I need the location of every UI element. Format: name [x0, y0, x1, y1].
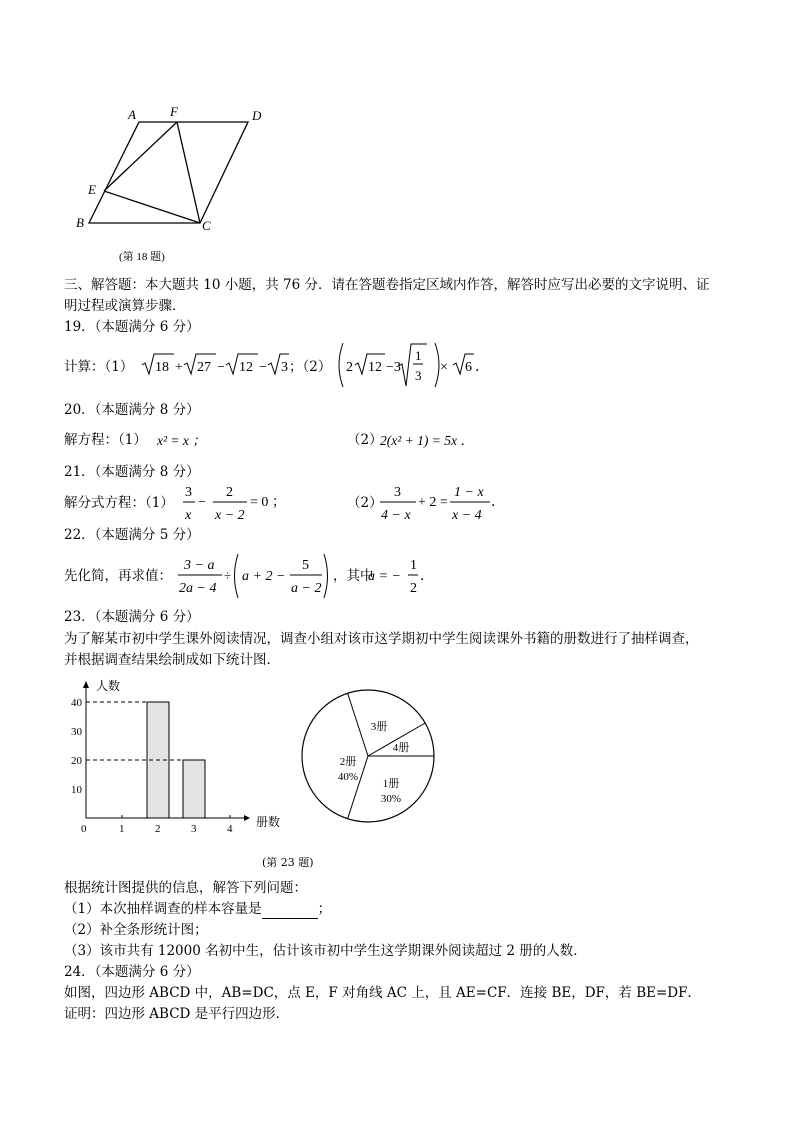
q23-caption: (第 23 题): [262, 856, 314, 869]
x-tick-label: 3: [191, 823, 197, 835]
pie-chart: [300, 680, 445, 835]
q19-radicand-18: 18: [155, 360, 169, 375]
x-axis-arrow: [244, 815, 250, 821]
x-tick-label: 2: [155, 823, 161, 835]
y-tick-label: 40: [71, 697, 82, 709]
q21-header: 21．（本题满分 8 分）: [64, 464, 200, 480]
q24-line-2: 证明：四边形 ABCD 是平行四边形．: [64, 1006, 290, 1022]
label-b: B: [76, 215, 84, 230]
figure-18-caption: (第 18 题): [119, 251, 165, 263]
q22-inner-num: 5: [302, 558, 309, 573]
label-d: D: [252, 108, 262, 123]
q19-lead: 计算：（1）: [64, 359, 134, 375]
y-tick-label: 30: [71, 726, 82, 738]
q21-f2-plus2: + 2 =: [418, 495, 448, 510]
q19-part-2: ；（2）: [289, 359, 332, 375]
q22-where: ，其中: [333, 568, 374, 583]
q19-expression-2: [335, 340, 489, 390]
slice-label: 4册: [392, 742, 410, 754]
q22-inner-den: a − 2: [291, 581, 322, 596]
answer-blank[interactable]: [262, 904, 318, 919]
segment-fc: [177, 122, 200, 223]
q19-radicand-6: 6: [465, 360, 472, 375]
q22-header: 22．（本题满分 5 分）: [64, 527, 200, 543]
x-axis-label: 册数: [256, 815, 281, 829]
q21-lead: 解分式方程：（1）: [64, 495, 174, 511]
x-tick-label: 1: [119, 823, 125, 835]
bar-chart: [60, 674, 300, 844]
q23-ask: 根据统计图提供的信息，解答下列问题：: [64, 880, 307, 896]
q19-op-1: +: [175, 360, 183, 375]
q23-intro-1: 为了解某市初中学生课外阅读情况，调查小组对该市这学期初中学生阅读课外书籍的册数进行了抽样调查，: [64, 631, 699, 647]
q19-coef-minus-3: −3: [386, 360, 401, 375]
q20-header: 20．（本题满分 8 分）: [64, 402, 200, 418]
q23-sub-3: （3）该市共有 12000 名初中生，估计该市初中学生这学期课外阅读超过 2 册的人数．: [64, 943, 587, 959]
y-axis-arrow: [83, 681, 89, 688]
slice-label: 3册: [370, 721, 388, 733]
q21-f2-num2: 1 − x: [454, 485, 484, 500]
q21-f1-den2: x − 2: [215, 508, 245, 523]
q22-num: 3 − a: [184, 558, 215, 573]
q19-times: ×: [440, 360, 448, 375]
slice-percent: 40%: [337, 771, 359, 783]
section-3-line-2: 明过程或演算步骤．: [64, 298, 186, 314]
y-tick-label: 10: [71, 784, 82, 796]
q19-radicand-12: 12: [239, 360, 253, 375]
slice-label: 1册: [382, 778, 400, 790]
q19-expression-1: [140, 350, 290, 380]
figure-18: [60, 100, 300, 270]
y-axis-label: 人数: [96, 679, 121, 693]
bar-3: [183, 760, 205, 818]
label-a: A: [128, 107, 136, 122]
q21-f2-end: ．: [491, 495, 505, 510]
q21-f1-den1: x: [185, 508, 192, 523]
q21-equation-2: [378, 481, 508, 525]
q22-lead: 先化简，再求值：: [64, 568, 172, 584]
q21-f2-den2: x − 4: [452, 508, 482, 523]
q22-a-equals: a = −: [368, 569, 401, 584]
q19-coef-2: 2: [346, 360, 353, 375]
q19-radicand-12b: 12: [368, 360, 382, 375]
section-3-line-1: 三、解答题：本大题共 10 小题，共 76 分．请在答题卷指定区域内作答，解答时应写出必要的文字说明、证: [64, 277, 710, 293]
q23-sub-1: [64, 900, 331, 919]
q22-val-den: 2: [410, 581, 417, 596]
q23-intro-2: 并根据调查结果绘制成如下统计图．: [64, 652, 280, 668]
slice-label: 2册: [339, 756, 357, 768]
q22-end: ．: [420, 569, 434, 584]
x-tick-label: 0: [81, 823, 87, 835]
segment-ec: [104, 191, 200, 223]
q21-f2-den1: 4 − x: [381, 508, 411, 523]
q21-f1-num2: 2: [226, 485, 233, 500]
y-tick-label: 20: [71, 755, 82, 767]
label-e: E: [88, 182, 96, 197]
q19-end: ．: [475, 360, 489, 375]
q20-part-2: （2）: [347, 432, 383, 448]
parallelogram-abcd: [89, 122, 248, 223]
slice-percent: 30%: [380, 793, 402, 805]
q20-lead: 解方程：（1）: [64, 432, 147, 448]
x-tick-label: 4: [227, 823, 233, 835]
q23-sub-1-end: ；: [317, 901, 332, 917]
q19-frac-num: 1: [415, 348, 422, 363]
q20-equation-2: 2(x² + 1) = 5x ．: [380, 433, 474, 448]
q19-header: 19．（本题满分 6 分）: [64, 319, 200, 335]
q24-header: 24．（本题满分 6 分）: [64, 964, 200, 980]
q19-radicand-3: 3: [281, 360, 288, 375]
label-f: F: [170, 104, 178, 119]
q22-expression: [176, 551, 436, 601]
q22-inner: a + 2 −: [242, 569, 286, 584]
q24-line-1: 如图，四边形 ABCD 中，AB=DC，点 E，F 对角线 AC 上，且 AE=CF．连接 BE，DF，若 BE=DF．: [64, 985, 701, 1001]
q21-f2-num1: 3: [394, 485, 401, 500]
q21-f1-rhs: = 0 ；: [250, 495, 286, 510]
q19-frac-den: 3: [415, 368, 422, 383]
q22-divide: ÷: [224, 568, 232, 583]
q23-sub-1-text: （1）本次抽样调查的样本容量是: [64, 901, 262, 917]
q19-op-2: −: [217, 360, 225, 375]
q22-val-num: 1: [410, 558, 417, 573]
q23-sub-2: （2）补全条形统计图；: [64, 922, 208, 938]
q19-op-3: −: [259, 360, 267, 375]
segment-ef: [104, 122, 177, 191]
q21-equation-1: [181, 481, 286, 525]
label-c: C: [202, 218, 211, 233]
q23-header: 23．（本题满分 6 分）: [64, 609, 200, 625]
q21-f1-minus: −: [198, 495, 206, 510]
q19-radicand-27: 27: [197, 360, 211, 375]
q21-f1-num1: 3: [185, 485, 192, 500]
q22-den: 2a − 4: [179, 581, 217, 596]
q20-equation-1: x² = x ；: [157, 433, 206, 448]
q21-part-2: （2）: [347, 495, 383, 511]
